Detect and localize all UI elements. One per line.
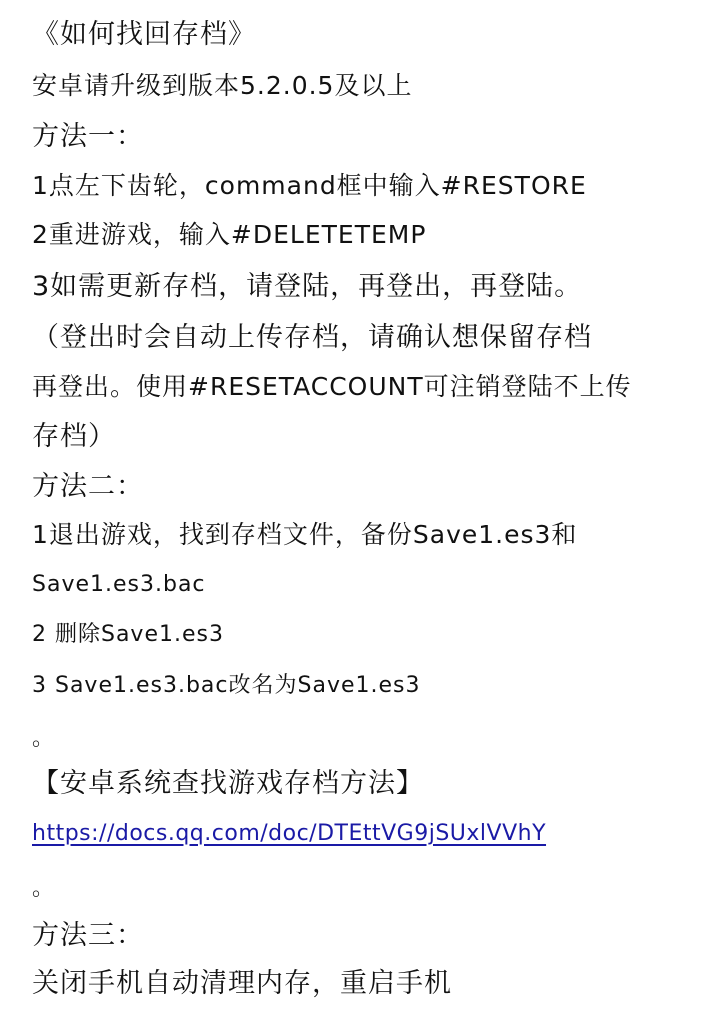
- android-version-note: 安卓请升级到版本5.2.0.5及以上: [32, 71, 413, 100]
- method-two-heading: 方法二：: [32, 471, 144, 502]
- method-three-step: 关闭手机自动清理内存，重启手机: [32, 968, 452, 999]
- separator-mark-2: 。: [32, 876, 56, 901]
- docs-link[interactable]: https://docs.qq.com/doc/DTEttVG9jSUxlVVhY: [32, 821, 547, 846]
- android-lookup-heading: 【安卓系统查找游戏存档方法】: [32, 768, 424, 799]
- method-two-step-2: 2 删除Save1.es3: [32, 622, 224, 647]
- document-title: 《如何找回存档》: [32, 19, 256, 50]
- method-three-heading: 方法三：: [32, 920, 144, 951]
- method-two-step-3: 3 Save1.es3.bac改名为Save1.es3: [32, 673, 421, 698]
- method-one-step-3: 3如需更新存档，请登陆，再登出，再登陆。: [32, 271, 583, 302]
- method-one-note-line-3: 存档）: [32, 421, 116, 452]
- method-one-step-2: 2重进游戏，输入#DELETETEMP: [32, 220, 427, 249]
- method-one-note-line-2: 再登出。使用#RESETACCOUNT可注销登陆不上传: [32, 372, 632, 401]
- method-two-step-1: 1退出游戏，找到存档文件，备份Save1.es3和: [32, 520, 578, 549]
- method-one-heading: 方法一：: [32, 121, 144, 152]
- separator-mark: 。: [32, 726, 56, 751]
- method-one-step-1: 1点左下齿轮，command框中输入#RESTORE: [32, 171, 587, 200]
- method-one-note-line-1: （登出时会自动上传存档，请确认想保留存档: [32, 322, 592, 353]
- method-two-step-1-continued: Save1.es3.bac: [32, 572, 206, 597]
